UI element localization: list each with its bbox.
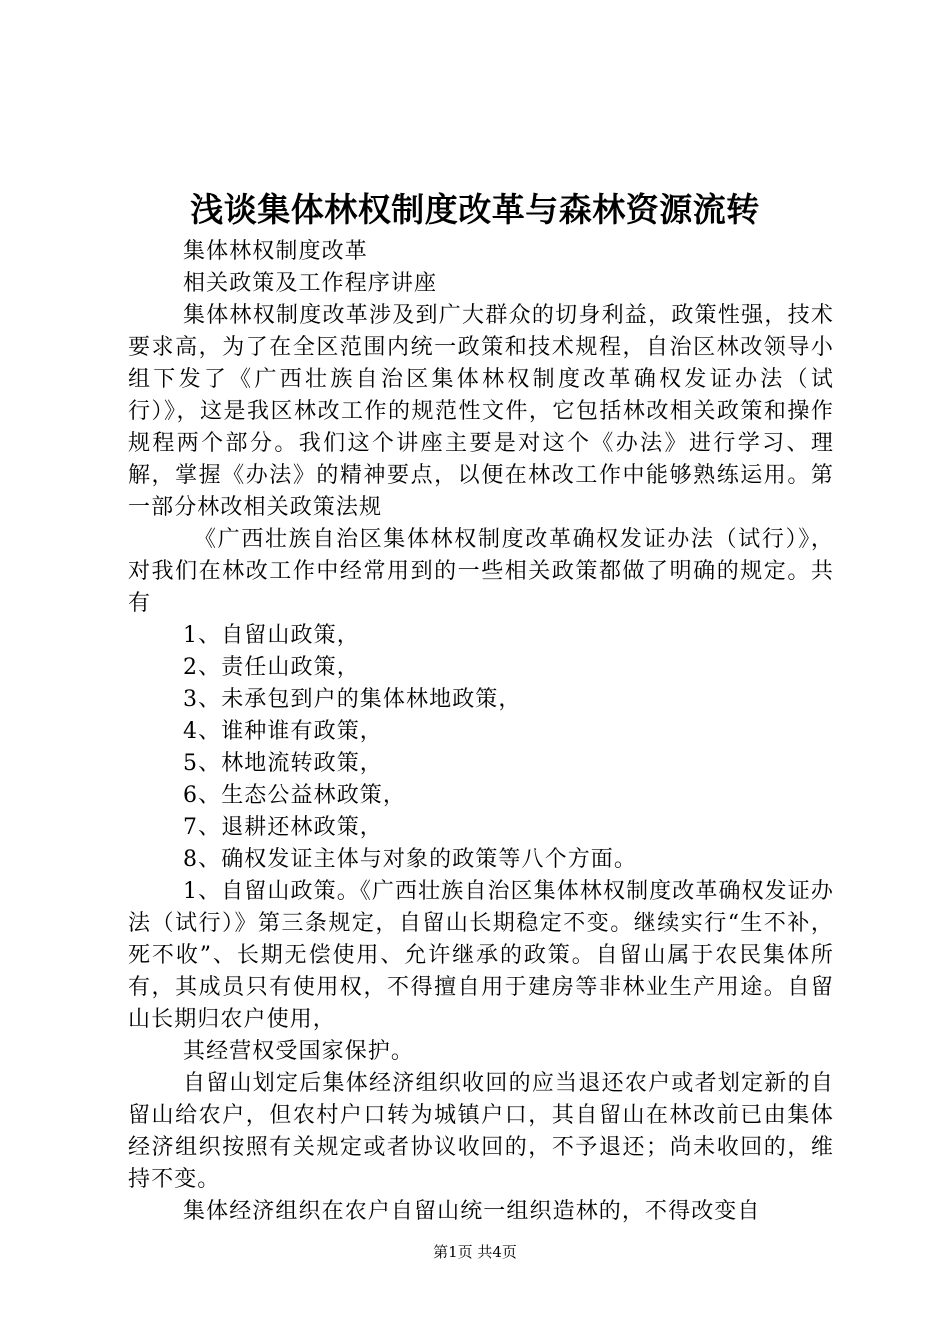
list-item-3: 3、未承包到户的集体林地政策， xyxy=(183,687,522,712)
list-item-7: 7、退耕还林政策， xyxy=(183,815,383,840)
paragraph-subtitle-1: 集体林权制度改革 xyxy=(183,239,368,264)
paragraph-protection: 其经营权受国家保护。 xyxy=(183,1039,415,1064)
paragraph-return: 自留山划定后集体经济组织收回的应当退还农户或者划定新的自留山给农户，但农村户口转为城镇户口，其自留山在林改前已由集体经济组织按照有关规定或者协议收回的，不予退还；尚未收回的，维持不变。 xyxy=(128,1071,834,1192)
list-item-4: 4、谁种谁有政策， xyxy=(183,719,383,744)
list-item-2: 2、责任山政策， xyxy=(183,655,360,680)
paragraph-intro: 集体林权制度改革涉及到广大群众的切身利益，政策性强，技术要求高，为了在全区范围内统一政策和技术规程，自治区林改领导小组下发了《广西壮族自治区集体林权制度改革确权发证办法（试行）》，这是我区林改工作的规范性文件，它包括林改相关政策和操作规程两个部分。我们这个讲座主要是对这个《办法》进行学习、理解，掌握《办法》的精神要点，以便在林改工作中能够熟练运用。第一部分林改相关政策法规 xyxy=(128,303,834,520)
page-footer: 第1页 共4页 xyxy=(433,1243,517,1261)
paragraph-subtitle-2: 相关政策及工作程序讲座 xyxy=(183,271,438,296)
paragraph-overview: 《广西壮族自治区集体林权制度改革确权发证办法（试行）》，对我们在林改工作中经常用到的一些相关政策都做了明确的规定。共有 xyxy=(128,527,834,616)
list-item-6: 6、生态公益林政策， xyxy=(183,783,406,808)
paragraph-afforestation: 集体经济组织在农户自留山统一组织造林的，不得改变自 xyxy=(183,1199,761,1224)
list-item-5: 5、林地流转政策， xyxy=(183,751,383,776)
list-item-1: 1、自留山政策， xyxy=(183,623,360,648)
document-body xyxy=(128,236,834,1228)
document-title: 浅谈集体林权制度改革与森林资源流转 xyxy=(190,190,760,229)
paragraph-policy-1: 1、自留山政策。《广西壮族自治区集体林权制度改革确权发证办法（试行）》第三条规定，自留山长期稳定不变。继续实行“生不补，死不收”、长期无偿使用、允许继承的政策。自留山属于农民集体所有，其成员只有使用权，不得擅自用于建房等非林业生产用途。自留山长期归农户使用， xyxy=(128,879,834,1032)
list-item-8: 8、确权发证主体与对象的政策等八个方面。 xyxy=(183,847,637,872)
